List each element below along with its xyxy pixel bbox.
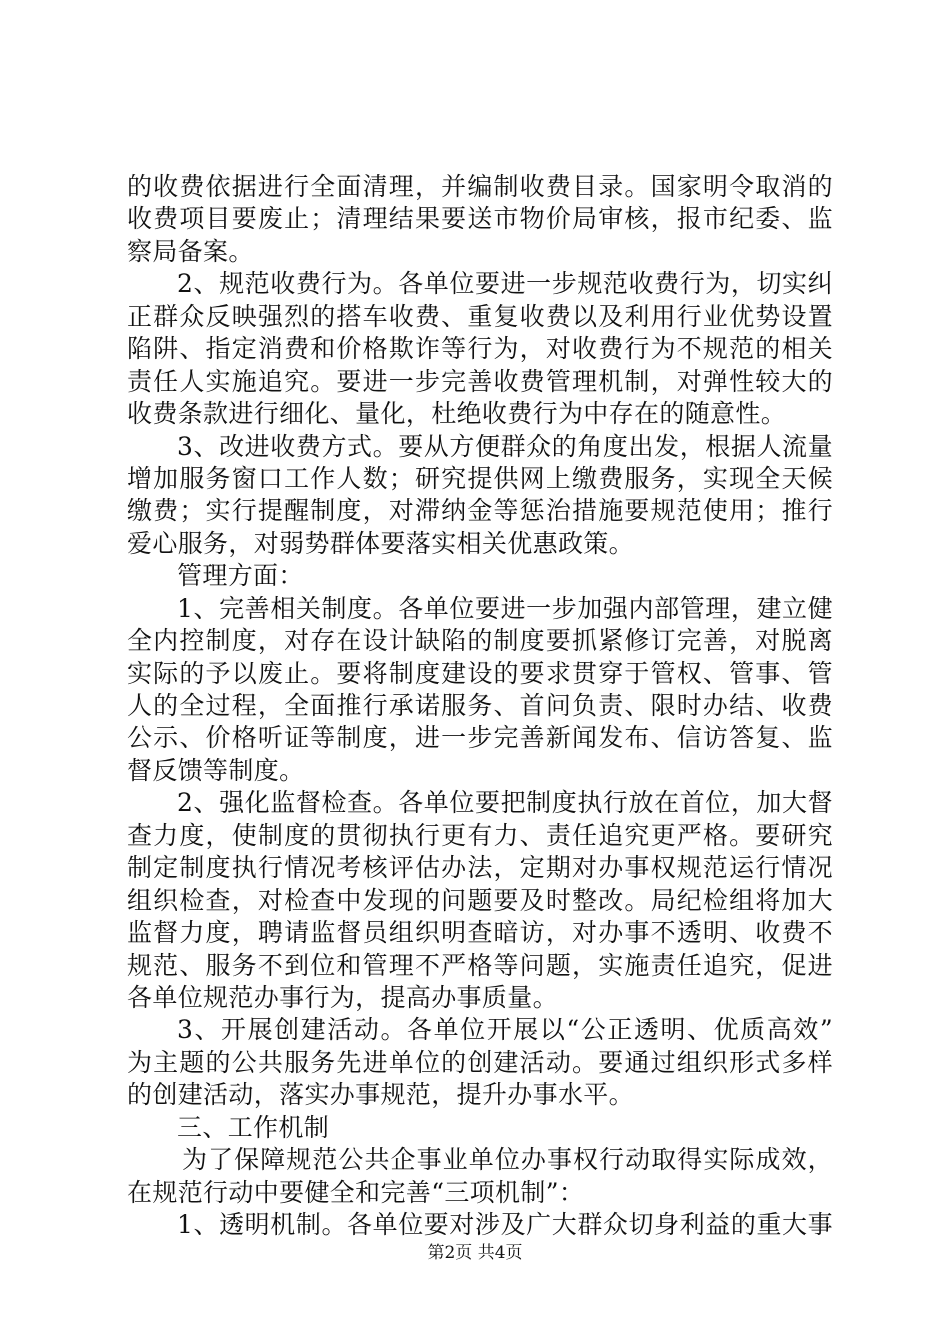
text-line: 三、工作机制 bbox=[177, 1112, 330, 1142]
text-line: 3、改进收费方式。要从方便群众的角度出发，根据人流量 bbox=[177, 431, 833, 461]
text-line: 2、强化监督检查。各单位要把制度执行放在首位，加大督 bbox=[177, 788, 833, 818]
document-body bbox=[127, 171, 833, 1241]
text-line: 陷阱、指定消费和价格欺诈等行为，对收费行为不规范的相关 bbox=[127, 334, 833, 364]
page-footer bbox=[0, 1242, 950, 1264]
text-line: 全内控制度，对存在设计缺陷的制度要抓紧修订完善，对脱离 bbox=[127, 626, 833, 656]
text-line: 责任人实施追究。要进一步完善收费管理机制，对弹性较大的 bbox=[127, 366, 833, 396]
text-line: 制定制度执行情况考核评估办法，定期对办事权规范运行情况 bbox=[127, 853, 833, 883]
text-line: 收费条款进行细化、量化，杜绝收费行为中存在的随意性。 bbox=[127, 399, 787, 429]
text-line: 为了保障规范公共企事业单位办事权行动取得实际成效， bbox=[182, 1145, 833, 1175]
text-line: 缴费；实行提醒制度，对滞纳金等惩治措施要规范使用；推行 bbox=[127, 496, 833, 526]
text-line: 在规范行动中要健全和完善“三项机制”： bbox=[127, 1177, 585, 1207]
text-line: 2、规范收费行为。各单位要进一步规范收费行为，切实纠 bbox=[177, 269, 833, 299]
text-line: 实际的予以废止。要将制度建设的要求贯穿于管权、管事、管 bbox=[127, 658, 833, 688]
text-line: 1、透明机制。各单位要对涉及广大群众切身利益的重大事 bbox=[177, 1210, 833, 1239]
text-line: 人的全过程，全面推行承诺服务、首问负责、限时办结、收费 bbox=[127, 691, 833, 720]
text-line: 监督力度，聘请监督员组织明查暗访，对办事不透明、收费不 bbox=[127, 918, 833, 948]
text-line: 1、完善相关制度。各单位要进一步加强内部管理，建立健 bbox=[177, 593, 833, 623]
text-line: 组织检查，对检查中发现的问题要及时整改。局纪检组将加大 bbox=[127, 885, 833, 915]
text-line: 增加服务窗口工作人数；研究提供网上缴费服务，实现全天候 bbox=[127, 463, 833, 493]
text-line: 3、开展创建活动。各单位开展以“公正透明、优质高效” bbox=[177, 1015, 833, 1045]
text-line: 的收费依据进行全面清理，并编制收费目录。国家明令取消的 bbox=[127, 172, 833, 201]
text-line: 爱心服务，对弱势群体要落实相关优惠政策。 bbox=[127, 528, 635, 558]
text-line: 督反馈等制度。 bbox=[127, 755, 305, 785]
text-line: 各单位规范办事行为，提高办事质量。 bbox=[127, 982, 558, 1012]
text-line: 察局备案。 bbox=[127, 236, 254, 266]
text-line: 为主题的公共服务先进单位的创建活动。要通过组织形式多样 bbox=[127, 1047, 833, 1077]
text-line: 查力度，使制度的贯彻执行更有力、责任追究更严格。要研究 bbox=[127, 820, 833, 850]
text-line: 公示、价格听证等制度，进一步完善新闻发布、信访答复、监 bbox=[127, 723, 833, 753]
text-line: 收费项目要废止；清理结果要送市物价局审核，报市纪委、监 bbox=[127, 204, 833, 234]
text-line: 的创建活动，落实办事规范，提升办事水平。 bbox=[127, 1080, 635, 1110]
text-line: 管理方面： bbox=[177, 561, 304, 591]
page-number-label: 第2页 共4页 bbox=[427, 1243, 523, 1263]
text-line: 正群众反映强烈的搭车收费、重复收费以及利用行业优势设置 bbox=[127, 301, 833, 331]
text-line: 规范、服务不到位和管理不严格等问题，实施责任追究，促进 bbox=[127, 950, 833, 980]
